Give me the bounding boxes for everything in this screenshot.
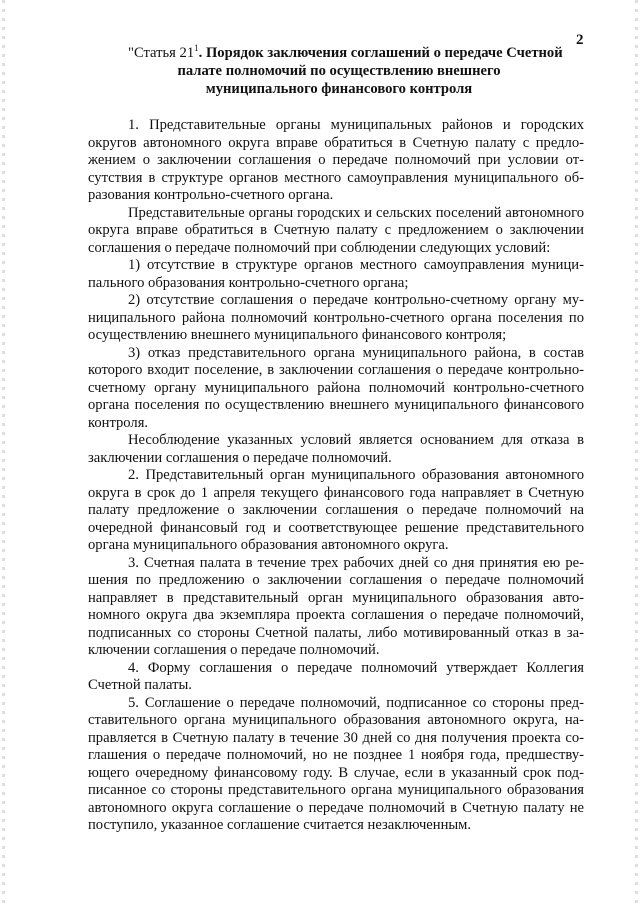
paragraph-10: 5. Соглашение о передаче полномочий, подписанное со стороны представительного органа муниципального образования автономного округа, направляется в Счетную палату в течение 30 дней со дня получения проекта соглашения о передаче полномочий, но не позднее 1 ноября года, предшествующего очередному финансовому году. В случае, если в указанный срок подписанное со стороны представительного органа муниципального образования автономного округа соглашение о передаче полномочий в Счетную палату не поступило, указанное соглашение считается незаключенным. <box>88 694 584 833</box>
article-title-line-1: . Порядок заключения соглашений о передаче Счетной <box>198 45 563 61</box>
paragraph-5: 3) отказ представительного органа муниципального района, в состав которого входит поселение, в заключении соглашения о передаче контрольно-счетному органу муниципального района полномочий контрольно-счетного органа поселения по осуществлению внешнего муниципального финансового контроля. <box>88 344 584 431</box>
scan-edge-right <box>635 0 638 905</box>
article-body <box>88 117 584 835</box>
paragraph-1: 1. Представительные органы муниципальных районов и городских округов автономного округа вправе обратиться в Счетную палату с предложением о заключении соглашения о передаче полномочий при условии отсутствия в структуре органов местного самоуправления муниципального образования контрольно-счетного органа. <box>88 117 584 203</box>
paragraph-2: Представительные органы городских и сельских поселений автономного округа вправе обратиться в Счетную палату с предложением о заключении соглашения о передаче полномочий при соблюдении следующих условий: <box>88 204 584 256</box>
paragraph-6: Несоблюдение указанных условий является основанием для отказа в заключении соглашения о передаче полномочий. <box>88 432 584 466</box>
scan-edge-left <box>2 0 5 905</box>
article-title-line-3: муниципального финансового контроля <box>205 81 473 97</box>
article-heading <box>100 44 578 98</box>
heading-line-1 <box>100 44 578 62</box>
paragraph-4: 2) отсутствие соглашения о передаче контрольно-счетному органу муниципального района полномочий контрольно-счетного органа поселения по осуществлению внешнего муниципального финансового контроля; <box>88 292 584 343</box>
paragraph-3: 1) отсутствие в структуре органов местного самоуправления муниципального образования контрольно-счетного органа; <box>88 257 584 291</box>
article-title-line-2: палате полномочий по осуществлению внешнего <box>177 63 501 79</box>
paragraph-8: 3. Счетная палата в течение трех рабочих дней со дня принятия ею решения по предложению о заключении соглашения о передаче полномочий направляет в представительный орган муниципального образования автономного округа два экземпляра проекта соглашения о передаче полномочий, подписанных со стороны Счетной палаты, либо мотивированный отказ в заключении соглашения о передаче полномочий. <box>88 554 584 658</box>
article-superscript: 1 <box>194 43 199 53</box>
paragraph-9: 4. Форму соглашения о передаче полномочий утверждает Коллегия Счетной палаты. <box>88 659 584 693</box>
page-number: 2 <box>576 32 584 48</box>
paragraph-7: 2. Представительный орган муниципального образования автономного округа в срок до 1 апреля текущего финансового года направляет в Счетную палату предложение о заключении соглашения о передаче полномочий на очередной финансовый год и соответствующее решение представительного органа муниципального образования автономного округа. <box>88 467 584 553</box>
article-label: "Статья 21 <box>128 45 195 61</box>
